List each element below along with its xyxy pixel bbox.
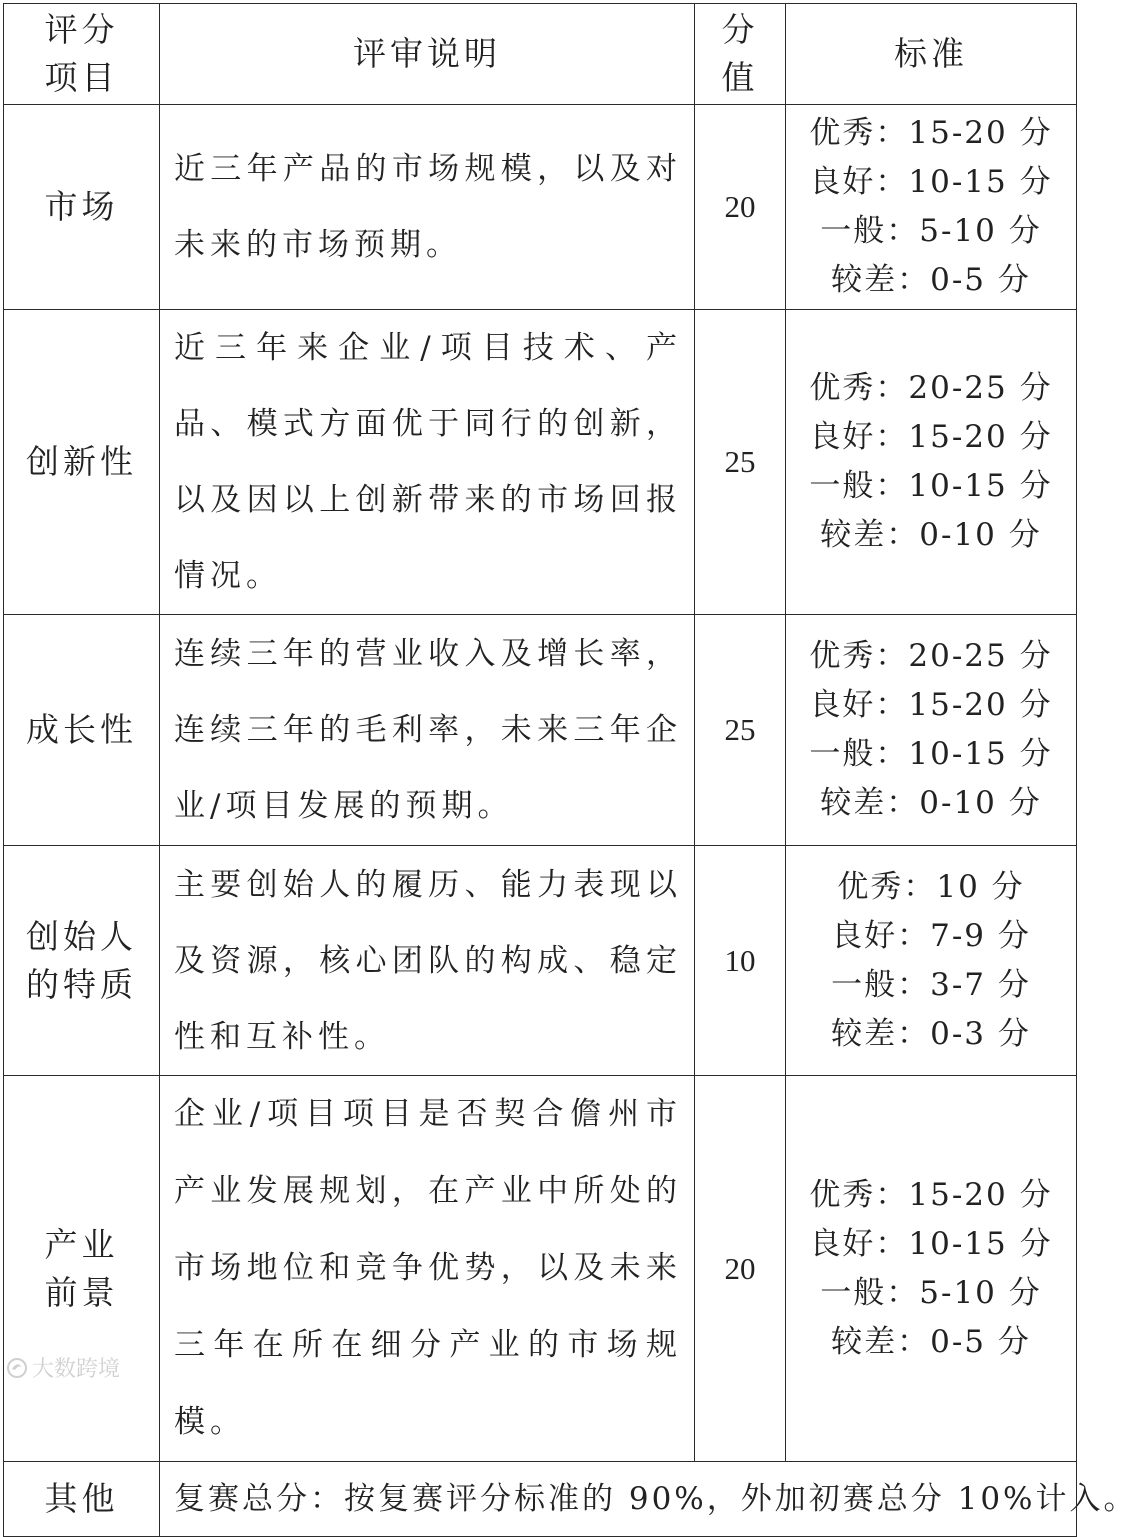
other-category: 其他: [4, 1462, 160, 1537]
watermark-text: 大数跨境: [32, 1357, 121, 1382]
row-category-line: 创新性: [26, 442, 137, 481]
standard-excellent: 优秀：15-20 分: [809, 1176, 1053, 1213]
standard-poor: 较差：0-5 分: [831, 1323, 1031, 1360]
standard-good: 良好：15-20 分: [809, 687, 1053, 723]
standard-good: 良好：10-15 分: [809, 164, 1053, 200]
row-category: [4, 846, 160, 1076]
standard-excellent: 优秀：10 分: [837, 868, 1025, 905]
standard-poor: 较差：0-5 分: [831, 262, 1031, 298]
row-score: 20: [695, 105, 786, 310]
row-category-line: 市场: [44, 187, 119, 226]
header-score-line1: 分: [721, 10, 759, 49]
standard-average: 一般：5-10 分: [820, 1274, 1042, 1311]
scoring-table: [3, 3, 1138, 1537]
standard-good: 良好：7-9 分: [831, 917, 1031, 954]
row-category-line: 成长性: [26, 710, 137, 749]
standard-average: 一般：5-10 分: [820, 213, 1042, 249]
standard-good: 良好：10-15 分: [809, 1225, 1053, 1262]
standard-excellent: 优秀：15-20 分: [809, 115, 1053, 151]
table-row: [4, 1076, 1077, 1462]
row-score: 25: [695, 615, 786, 846]
header-category-line2: 项目: [44, 58, 119, 97]
header-row: [4, 4, 1077, 105]
row-description: 主要创始人的履历、能力表现以及资源，核心团队的构成、稳定性和互补性。: [160, 846, 695, 1076]
header-standard: 标准: [786, 4, 1077, 105]
standard-poor: 较差：0-10 分: [820, 785, 1042, 821]
standard-excellent: 优秀：20-25 分: [809, 370, 1053, 406]
table-row: [4, 310, 1077, 615]
standard-excellent: 优秀：20-25 分: [809, 638, 1053, 674]
row-standards: [786, 310, 1077, 615]
row-category-line: 前景: [44, 1272, 119, 1312]
row-category-line: 产业: [44, 1224, 119, 1264]
row-score: 20: [695, 1076, 786, 1462]
standard-poor: 较差：0-3 分: [831, 1015, 1031, 1052]
row-standards: [786, 1076, 1077, 1462]
row-score: 25: [695, 310, 786, 615]
other-description: 复赛总分：按复赛评分标准的 90%，外加初赛总分 10%计入。: [160, 1462, 1077, 1537]
header-score-line2: 值: [721, 58, 759, 97]
row-standards: [786, 105, 1077, 310]
standard-average: 一般：10-15 分: [809, 736, 1053, 772]
row-category: [4, 105, 160, 310]
table-row: [4, 846, 1077, 1076]
table-row: [4, 105, 1077, 310]
standard-average: 一般：3-7 分: [831, 966, 1031, 1003]
standard-good: 良好：15-20 分: [809, 419, 1053, 455]
row-description: 近三年产品的市场规模，以及对未来的市场预期。: [160, 105, 695, 310]
header-category-line1: 评分: [44, 10, 119, 49]
row-category: [4, 615, 160, 846]
row-description: 连续三年的营业收入及增长率，连续三年的毛利率，未来三年企业/项目发展的预期。: [160, 615, 695, 846]
row-category: [4, 1076, 160, 1462]
row-category-line: 的特质: [26, 964, 137, 1004]
row-description: 企业/项目项目是否契合儋州市产业发展规划，在产业中所处的市场地位和竞争优势，以及未来三年在所在细分产业的市场规模。: [160, 1076, 695, 1462]
header-description: 评审说明: [160, 4, 695, 105]
header-score: [695, 4, 786, 105]
row-standards: [786, 615, 1077, 846]
standard-poor: 较差：0-10 分: [820, 517, 1042, 553]
row-standards: [786, 846, 1077, 1076]
header-category: [4, 4, 160, 105]
standard-average: 一般：10-15 分: [809, 468, 1053, 504]
table-row: [4, 615, 1077, 846]
other-row: [4, 1462, 1077, 1537]
row-category-line: 创始人: [26, 916, 137, 956]
row-category: [4, 310, 160, 615]
row-score: 10: [695, 846, 786, 1076]
row-description: 近三年来企业/项目技术、产品、模式方面优于同行的创新，以及因以上创新带来的市场回报情况。: [160, 310, 695, 615]
